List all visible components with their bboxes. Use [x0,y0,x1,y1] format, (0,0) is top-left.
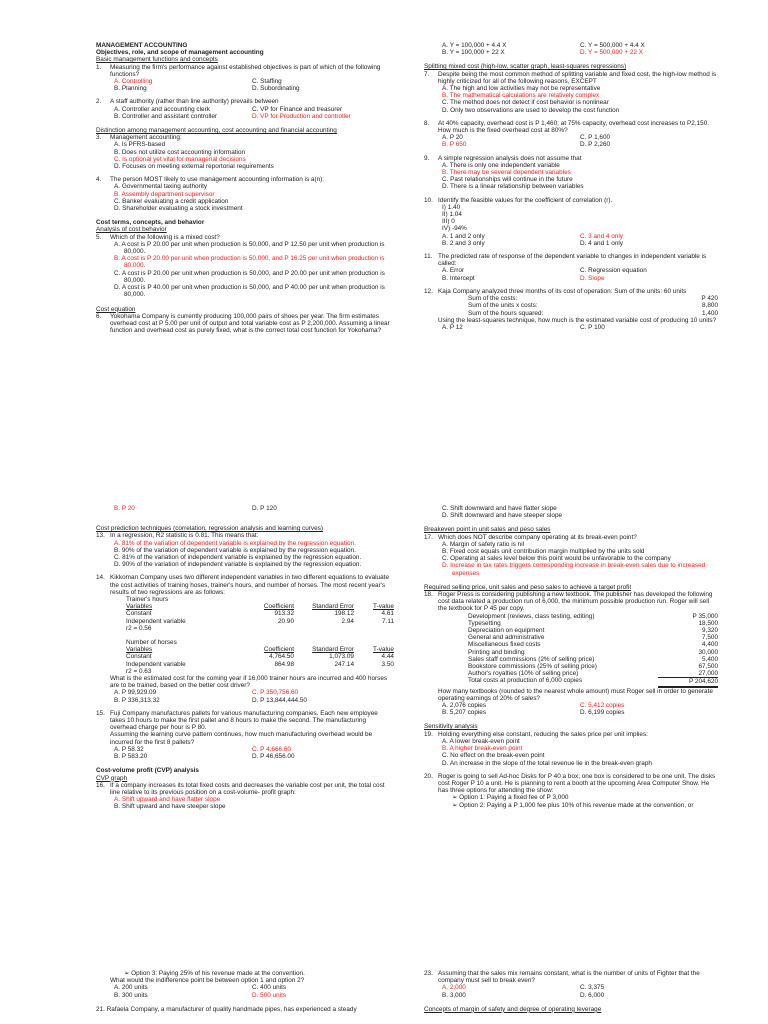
option: D. VP for Production and controller [252,112,351,120]
question-19-options [424,738,718,767]
question-12-prompt: Using the least-squares technique, how much is the estimated variable cost of producing 10 units? [438,316,717,324]
subsection-heading: Distinction among management accounting, cost accounting and financial accounting [96,127,337,135]
option: D. P 46,656.00 [252,753,295,761]
question-10-options [424,233,718,247]
option: D. Subordinating [252,85,300,93]
question-2-options [96,106,390,120]
option: A. P 58.32 [114,745,144,753]
option: B. Intercept [442,274,475,282]
roman-item: I) 1.40 [442,203,461,211]
option: B. 3,000 [442,991,466,999]
question-7: 7. Despite being the most common method of splitting variable and fixed cost, the high-low method is highly criticized for all of the following reasons, EXCEPT [424,70,717,85]
option: D. Slope [580,274,605,282]
subsection-heading: Cost equation [96,305,136,313]
subsection-heading: Analysis of cost behavior [96,226,167,234]
option: D. Shareholder evaluating a stock investment [114,205,243,213]
question-7-options [424,85,718,114]
option: B. A cost is P 20.00 per unit when production is 50,000, and P 16.25 per unit when production is 80,000. [114,255,385,270]
option: D. P 2,260 [580,141,611,149]
option: D. Focuses on meeting external reportorial requirements [114,163,274,171]
option: C. Past relationships will continue in the future [442,176,573,184]
option: A. 200 units [114,984,148,992]
roman-item: III) 0 [442,218,455,226]
right-column-top [424,42,718,331]
r-squared: r2 = 0.63 [126,667,152,675]
question-12-options [424,324,718,331]
table-header: Variables Coefficient Standard Error T-value [126,603,394,611]
table-row: Constant 913.32 198.12 4.61 [126,610,394,618]
option: C. Regression equation [580,267,647,275]
option: C. VP for Finance and treasurer [252,105,343,113]
option: D. Increase in tax rates triggers corresponding increase in break-even sales due to increased expenses [442,562,706,577]
option: B. 5,207 copies [442,709,487,717]
subsection-heading: CVP graph [96,774,128,782]
option: A. Margin of safety ratio is nil [442,540,525,548]
option: A. 81% of the variation of dependent variable is explained by the regression equation. [114,539,356,547]
question-23: 23. Assuming that the sales mix remains constant, what is the number of units of Fighter that the company must sell to break even? [424,970,700,985]
question-18-data: Development (reviews, class testing, editing) P 35,000 Typesetting 18,500 Depreciation on equipment 9,320 General and administrative 7,500 Miscellaneous fixed costs 4,400 Printing and binding 30,000 Sales staff commissions (2% of selling price) 5,400 Bookstore commissions (25% of selling price) 67,500 Author's royalties (10% of selling price) 27,000 Total costs at production of 6,000 copies P 204,620 [424,613,718,688]
question-12-data: Sum of the costs: P 420 Sum of the units x costs: 8,800 Sum of the hours squared: 1,400 [468,295,718,317]
r-squared: r2 = 0.56 [126,624,152,632]
option: C. 3,375 [580,984,605,992]
option: B. The mathematical calculations are relatively complex [442,92,600,100]
question-16-options [96,796,390,810]
question-18-options [424,702,718,716]
option: B. 300 units [114,991,148,999]
question-2: 2. A staff authority (rather than line authority) prevails between [96,98,279,106]
question-9-options [424,162,718,191]
subsection-heading: Splitting mixed cost (high-low, scatter graph, least-squares regressions) [424,63,627,71]
question-12-options-cont [96,505,390,512]
option: D. P 13,844,444.50 [252,696,307,704]
question-13: 13. In a regression, R2 statistic is 0.81. This means that: [96,532,259,540]
question-3: 3. Management accounting: [96,134,182,142]
option: C. Is optional yet vital for managerial decisions [114,155,246,163]
option: C. Operating at sales level below this point would be unfavorable to the company [442,555,671,563]
question-21-start: 21. Rafaela Company, a manufacturer of quality handmade pipes, has experienced a steady [96,1005,357,1013]
option: B. P 20 [114,505,135,512]
roman-item: II) 1.04 [442,211,462,219]
option: B. A higher break-even point [442,745,523,753]
option: C. Banker evaluating a credit application [114,197,229,205]
question-6-options [424,42,718,56]
option: C. Shift downward and have flatter slope [442,505,557,512]
option: A. 1 and 2 only [442,232,485,240]
option: B. Shift upward and have steeper slope [114,803,226,811]
option: C. Y = 500,000 + 4.4 X [580,42,645,49]
option: C. The method does not detect if cost behavior is nonlinear [442,99,609,107]
option: D. There is a linear relationship between variables [442,183,584,191]
option: D. P 120 [252,505,277,512]
option: A. Y = 100,000 + 4.4 X [442,42,507,49]
option: C. 400 units [252,984,287,992]
option: C. 81% of the variation of independent variable is explained by the regression equation. [114,554,362,562]
question-16: 16. If a company increases its total fixed costs and decreases the variable cost per unit, the total cost line relative to its previous position on a cost-volume- profit graph: [96,781,385,796]
table-caption: Trainer's hours [126,596,169,604]
option: C. 3 and 4 only [580,232,623,240]
table-caption: Number of horses [126,639,177,647]
question-19: 19. Holding everything else constant, reducing the sales price per unit implies: [424,730,648,738]
option: B. 90% of the variation of dependent variable is explained by the regression equation. [114,546,356,554]
section-heading: Cost terms, concepts, and behavior [96,219,205,227]
question-4: 4. The person MOST likely to use management accounting information is a(n): [96,176,325,184]
question-20-options [96,984,390,998]
table-header: Variables Coefficient Standard Error T-value [126,646,394,654]
option: D. 6,000 [580,991,605,999]
option: A. A cost is P 20.00 per unit when production is 50,000, and P 12.50 per unit when production is 80,000. [114,240,385,256]
option: A. Controller and accounting clerk [114,105,210,113]
subsection-heading: Sensitivity analysis [424,723,478,731]
question-18-prompt: How many textbooks (rounded to the nearest whole amount) must Roger sell in order to generate operating earnings of 20% of sales? [438,687,713,702]
option: C. P 1,600 [580,134,611,142]
option: D. 90% of the variation of independent variable is explained by the regression equation. [114,561,362,569]
option: A. There is only one independent variable [442,161,560,169]
table-row: Independent variable 20.90 2.94 7.11 [126,617,394,625]
option: D. Shift downward and have steeper slope [442,512,563,520]
option: A. 2,000 [442,984,466,992]
option: A. P 99,929.09 [114,689,157,697]
option: A. Error [442,267,465,275]
subsection-heading: Concepts of margin of safety and degree of operating leverage [424,1005,602,1013]
option: C. Staffing [252,78,282,86]
option: A. Is PFRS-based [114,141,166,149]
question-8: 8. At 40% capacity, overhead cost is P 1,460; at 75% capacity, overhead cost increases to P2,150. How much is the fixed overhead cost at 80%? [424,119,710,135]
right-column-bottom [424,505,718,809]
option: A. The high and low activities may not be representative [442,85,601,93]
option: C. 5,412 copies [580,702,625,710]
option: B. Controller and assistant controller [114,112,218,120]
subsection-heading: Breakeven point in unit sales and peso sales [424,526,551,534]
question-14: 14. Kikkoman Company uses two different independent variables in two different equations to evaluate the cost activities of training hoses, trainer's hours, and number of horses. The most recent year's results of two regressions are as follows: [96,574,389,596]
option: A. A lower break-even point [442,737,520,745]
option-bullet: ➢ Option 2: Paying a P 1,000 fee plus 10% of his revenue made at the convention, or [452,801,694,809]
roman-item: IV) -94% [442,225,467,233]
question-8-options [424,134,718,148]
subsection-heading: Cost prediction techniques (correlation, regression analysis and learning curves) [96,525,323,533]
option: A. P 20 [442,134,463,142]
subsection-heading: Required selling price, unit sales and peso sales to achieve a target profit [424,583,632,591]
question-14-options [96,689,390,703]
option: C. P 350,756.60 [252,689,299,697]
option: B. Fixed cost equals unit contribution margin multiplied by the units sold [442,548,645,556]
question-1: 1. Measuring the firm's performance against established objectives is part of which of the following functions? [96,63,381,78]
option: D. A cost is P 40.00 per unit when production is 50,000, and P 40.00 per unit when production is 80,000. [114,284,385,299]
question-1-options [96,78,390,92]
question-13-options [96,540,390,569]
option: B. P 583.20 [114,753,148,761]
option: B. Y = 100,000 + 22 X [442,49,505,57]
question-14-prompt: What is the estimated cost for the coming year if 16,000 trainer hours are incurred and 400 horses are to be trained, based on the better cost driver? [110,675,388,690]
option: D. Y = 500,000 + 22 X [580,49,644,57]
option: B. Assembly department supervisor [114,190,215,198]
option: A. Governmental taxing authority [114,183,208,191]
left-column-bottom [96,505,394,811]
option: B. P 336,313.32 [114,696,160,704]
question-11: 11. The predicted rate of response of the dependent variable to changes in independent variable is called: [424,253,707,268]
option: B. Does not utilize cost accounting information [114,148,246,156]
question-12: 12. Kaja Company analyzed three months of its cost of operation: Sum of the units: 60 units [424,287,687,295]
question-20-prompt: What would the indifference point be between option 1 and option 2? [110,977,305,985]
option: B. 2 and 3 only [442,239,485,247]
option: C. P 4,666.60 [252,745,291,753]
question-16-options-cont [424,505,718,519]
table-row: Independent variable 864.98 247.14 3.50 [126,660,394,668]
option: A. 2,076 copies [442,702,487,710]
question-11-options [424,267,718,281]
left-column-top [96,42,390,334]
question-6: 6. Yokohama Company is currently producing 100,000 pairs of shoes per year. The firm estimates overhead cost at P 5.00 per unit of output and total variable cost as P 2,200,000. Assuming a linear function and overhead cost as purely fixed, what is the correct total cost function for Yokohama? [96,312,390,335]
question-9: 9. A simple regression analysis does not assume that [424,154,582,162]
option: C. No effect on the break-even point [442,752,545,760]
section-heading: Cost-volume profit (CVP) analysis [96,767,199,775]
subsection-heading: Basic management functions and concepts [96,56,218,64]
option: A. Controlling [114,78,153,86]
question-17-options [424,541,718,577]
question-10-items [424,204,718,233]
document-title: MANAGEMENT ACCOUNTING [96,42,188,49]
question-17: 17. Which does NOT describe company operating at its break-even point? [424,533,637,541]
question-23-options [424,984,718,998]
question-18: 18. Roger Press is considering publishing a new textbook. The publisher has developed the following cost data related a production run of 6,000, the minimum possible production run. Roger will sell the textbook for P 45 per copy. [424,591,713,613]
option: D. 500 units [252,991,287,999]
table-row: Constant 4,764.50 1,073.09 4.44 [126,653,394,661]
question-5: 5. Which of the following is a mixed cost? [96,233,220,241]
option: B. There may be several dependent variables [442,169,571,177]
question-15-prompt: Assuming the learning curve pattern continues, how much manufacturing overhead would be incurred for the first 8 pallets? [110,731,373,746]
right-column-footer [424,970,718,1013]
option: A. Shift upward and have flatter slope [114,796,221,804]
option: D. Only two observations are used to develop the cost function [442,106,620,114]
question-4-options [96,183,390,212]
question-15: 15. Fuji Company manufactures pallets for various manufacturing companies. Each new employee takes 10 hours to make the first pallet and 8 hours to make the second. The manufacturing overhead charge per hour is P 80. [96,709,378,732]
left-column-footer [96,970,390,1013]
option: C. P 100 [580,323,605,331]
option-bullet: ➢ Option 3: Paying 25% of his revenue made at the convention. [124,970,305,977]
section-heading: Objectives, role, and scope of management accounting [96,49,264,57]
question-3-options [96,141,390,170]
option: B. P 650 [442,141,467,149]
option: D. An increase in the slope of the total revenue lie in the break-even graph [442,759,652,767]
question-20: 20. Roger is going to sell Ad-hoc Disks for P 40 a box; one box is considered to be one unit. The disks cost Roger P 10 a unit. He is planning to rent a booth at the upcoming Area Computer Show. He has three options for attending the show: [424,772,716,795]
option: A. P 12 [442,323,463,331]
option: C. A cost is P 20.00 per unit when production is 50,000, and P 20.00 per unit when production is 80,000. [114,269,385,284]
option: B. Planning [114,85,147,93]
question-5-options [96,241,390,299]
option-bullet: ➢ Option 1: Paying a fixed fee of P 3,000 [452,794,569,802]
question-15-options [96,746,390,760]
option: D. 6,199 copies [580,709,625,717]
option: D. 4 and 1 only [580,239,623,247]
question-10: 10. Identify the feasible values for the coefficient of correlation (r). [424,196,613,204]
